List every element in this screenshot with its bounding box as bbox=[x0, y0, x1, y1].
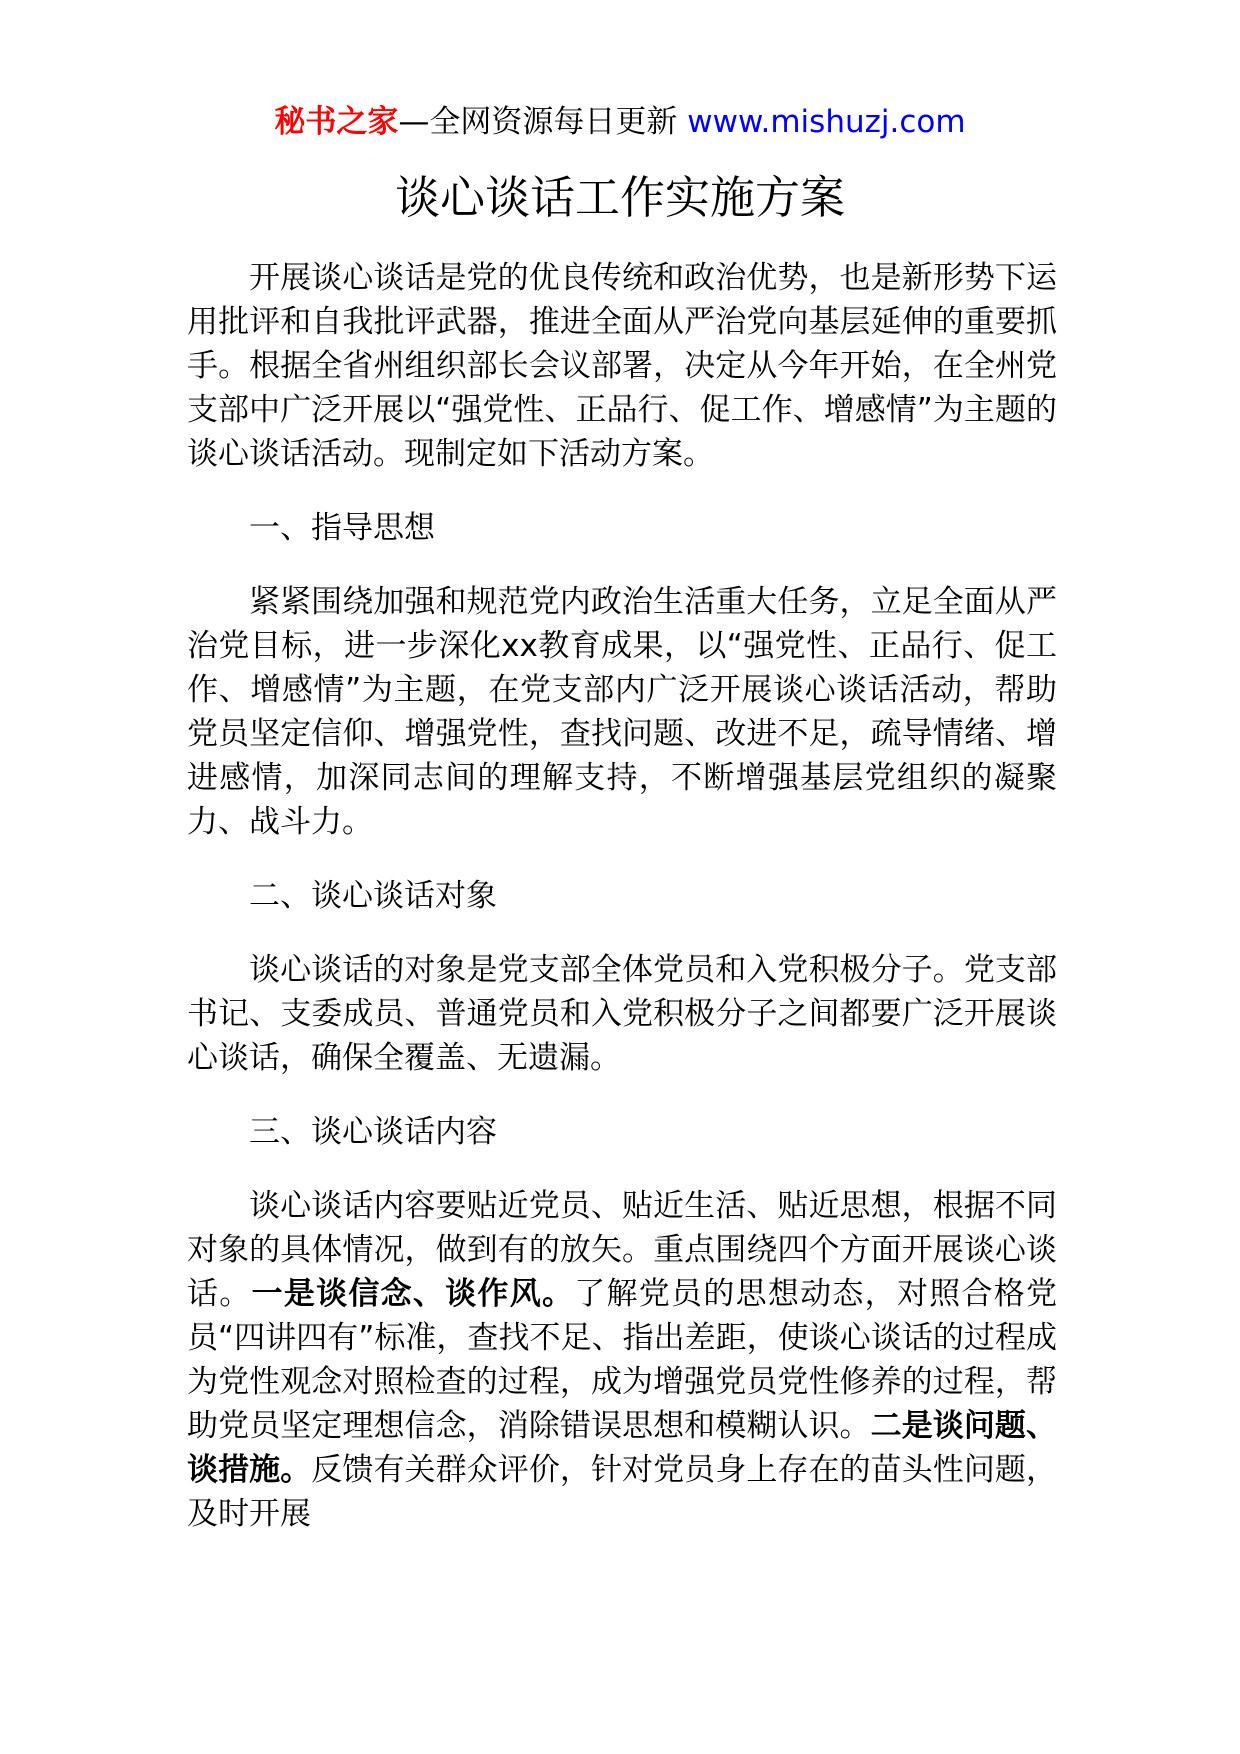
intro-paragraph: 开展谈心谈话是党的优良传统和政治优势，也是新形势下运用批评和自我批评武器，推进全面从严治党向基层延伸的重要抓手。根据全省州组织部长会议部署，决定从今年开始，在全州党支部中广泛开展以“强党性、正品行、促工作、增感情”为主题的谈心谈话活动。现制定如下活动方案。 bbox=[187, 260, 1057, 472]
talk-content-text-3: 反馈有关群众评价，针对党员身上存在的苗头性问题，及时开展 bbox=[187, 1452, 1057, 1532]
brand-name: 秘书之家 bbox=[274, 104, 399, 140]
document-body bbox=[187, 256, 1057, 1566]
talk-content-text-2: 了解党员的思想动态，对照合格党员“四讲四有”标准，查找不足、指出差距，使谈心谈话的过程成为党性观念对照检查的过程，成为增强党员党性修养的过程，帮助党员坚定理想信念，消除错误思想和模糊认识。 bbox=[187, 1276, 1058, 1444]
document-title: 谈心谈话工作实施方案 bbox=[394, 171, 845, 224]
section-heading-guiding-ideology: 一、指导思想 bbox=[249, 510, 435, 546]
guiding-ideology-paragraph: 紧紧围绕加强和规范党内政治生活重大任务，立足全面从严治党目标，进一步深化xx教育成果，以“强党性、正品行、促工作、增感情”为主题，在党支部内广泛开展谈心谈话活动，帮助党员坚定信仰、增强党性，查找问题、改进不足，疏导情绪、增进感情，加深同志间的理解支持，不断增强基层党组织的凝聚力、战斗力。 bbox=[187, 584, 1057, 840]
site-url-link[interactable]: www.mishuzj.com bbox=[687, 104, 966, 140]
talk-content-emphasis-1: 一是谈信念、谈作风。 bbox=[251, 1276, 575, 1312]
site-slogan: —全网资源每日更新 bbox=[398, 104, 688, 140]
talk-content-text-1: 谈心谈话内容要贴近党员、贴近生活、贴近思想，根据不同对象的具体情况，做到有的放矢。重点围绕四个方面开展谈心谈话。 bbox=[187, 1188, 1057, 1312]
talk-content-emphasis-2: 二是谈问题、谈措施。 bbox=[187, 1408, 1058, 1488]
talk-content-paragraph bbox=[187, 1184, 1057, 1536]
site-header bbox=[0, 100, 1240, 144]
section-heading-talk-targets: 二、谈心谈话对象 bbox=[249, 878, 497, 914]
section-heading-talk-content: 三、谈心谈话内容 bbox=[249, 1114, 497, 1150]
talk-targets-paragraph: 谈心谈话的对象是党支部全体党员和入党积极分子。党支部书记、支委成员、普通党员和入党积极分子之间都要广泛开展谈心谈话，确保全覆盖、无遗漏。 bbox=[187, 952, 1057, 1076]
